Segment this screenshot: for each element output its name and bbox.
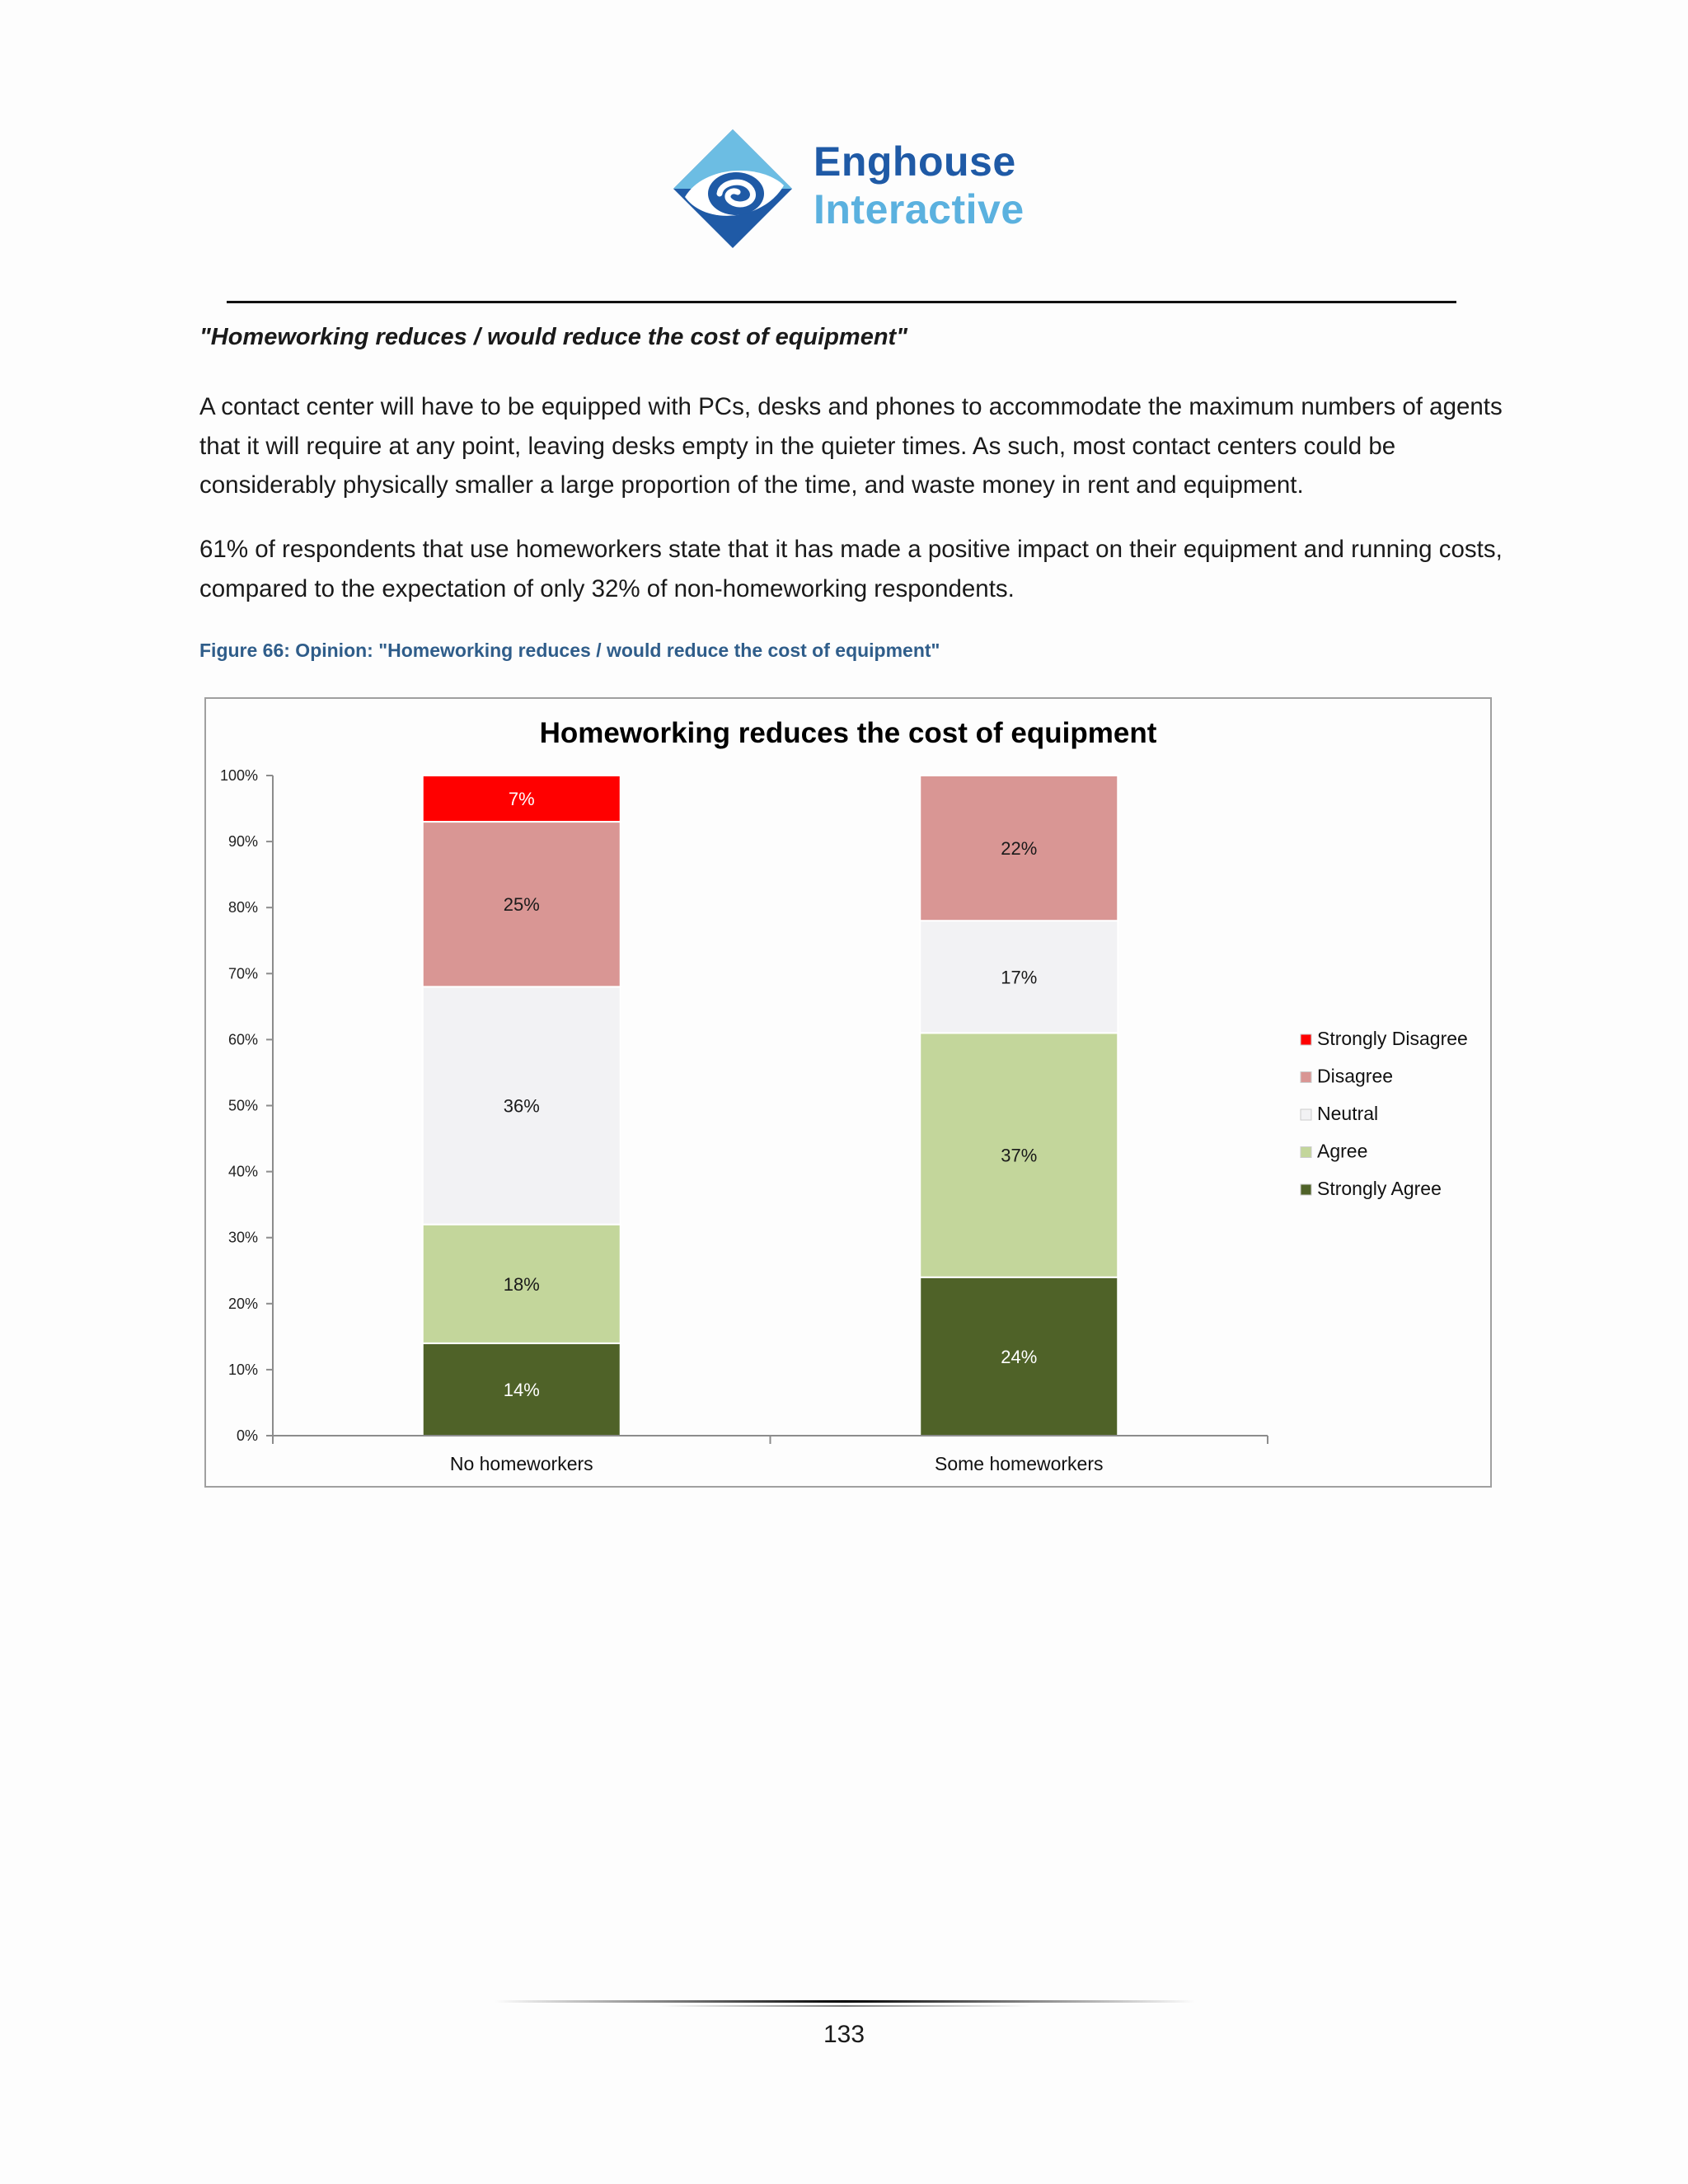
stacked-bar-chart [204,697,1492,1488]
legend-label: Agree [1317,1140,1368,1162]
data-label: 18% [503,1273,540,1295]
data-label: 37% [1001,1145,1038,1166]
legend-label: Disagree [1317,1065,1394,1087]
legend-swatch [1301,1184,1311,1195]
enghouse-eye-icon [672,128,794,250]
y-tick-label: 10% [227,1361,258,1378]
data-label: 25% [503,894,540,916]
legend-swatch [1301,1034,1311,1045]
page-number: 133 [823,2021,865,2048]
y-tick-label: 40% [227,1163,258,1180]
y-tick-label: 80% [227,899,258,916]
data-label: 17% [1001,967,1038,988]
data-label: 36% [503,1095,540,1117]
header-rule [227,301,1456,303]
figure-caption: Figure 66: Opinion: "Homeworking reduces / would reduce the cost of equipment" [199,640,940,661]
y-tick-label: 20% [227,1295,258,1312]
data-label: 22% [1001,838,1038,860]
y-tick-label: 0% [236,1427,258,1444]
x-category-label: Some homeworkers [934,1453,1104,1474]
y-tick-label: 50% [227,1097,258,1114]
data-label: 24% [1001,1346,1038,1367]
y-tick-label: 100% [219,767,258,784]
legend-swatch [1301,1147,1311,1158]
data-label: 7% [508,789,535,810]
y-tick-label: 70% [227,965,258,982]
chart-title: Homeworking reduces the cost of equipment [539,717,1157,749]
body-paragraph-2: 61% of respondents that use homeworkers state that it has made a positive impact on their equipment and running costs, compared to the expectation of only 32% of non-homeworking respondents. [199,536,1503,602]
y-tick-label: 30% [227,1229,258,1246]
legend-swatch [1301,1072,1311,1083]
logo-wordmark-line2: Interactive [814,186,1025,232]
y-tick-label: 90% [227,833,258,851]
x-category-label: No homeworkers [449,1453,593,1474]
body-paragraph-1: A contact center will have to be equipped with PCs, desks and phones to accommodate the maximum numbers of agents that it will require at any point, leaving desks empty in the quieter times. As such, most contact centers could be considerably physically smaller a large proportion of the time, and waste money in rent and equipment. [199,393,1503,499]
legend-label: Neutral [1317,1103,1379,1124]
logo-wordmark-line1: Enghouse [814,138,1016,185]
y-tick-label: 60% [227,1031,258,1048]
legend-label: Strongly Disagree [1317,1028,1468,1049]
enghouse-logo [672,128,1034,251]
legend-swatch [1301,1109,1311,1120]
data-label: 14% [503,1379,540,1400]
footer-rule [495,1999,1195,2010]
section-heading: "Homeworking reduces / would reduce the cost of equipment" [199,324,907,350]
legend-label: Strongly Agree [1317,1178,1442,1199]
